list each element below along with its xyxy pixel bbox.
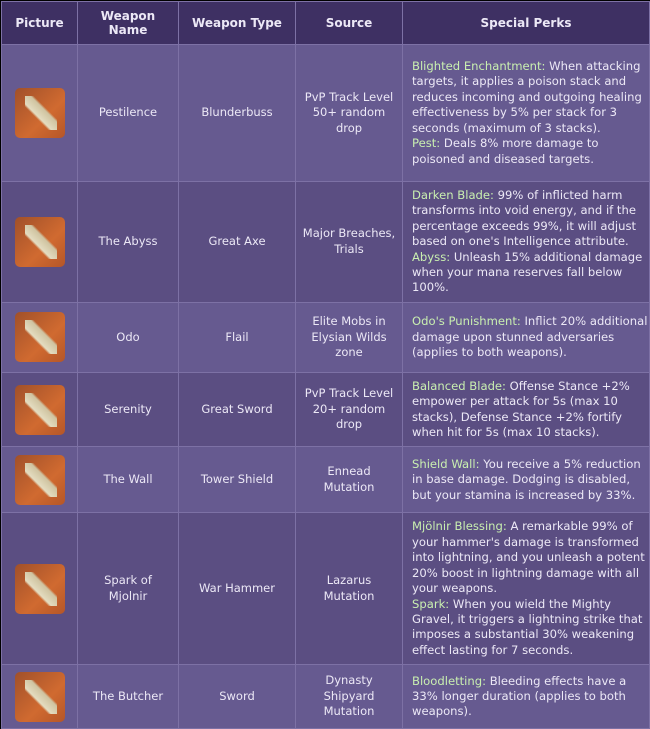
perk	[412, 188, 649, 250]
perk-text: 99% of inflicted harm transforms into void energy, and if the percentage exceeds 99%, it will adjust based on one's Intelligence attribute.	[412, 188, 637, 249]
perk	[412, 674, 649, 720]
weapon-name: The Abyss	[78, 182, 179, 303]
perk-label: Odo's Punishment:	[412, 314, 521, 329]
special-perks	[403, 372, 650, 447]
weapon-type: Great Sword	[179, 372, 296, 447]
perk-text: Offense Stance +2% empower per attack for 5s (max 10 stacks), Defense Stance +2% fortify when hit for 5s (max 10 stacks).	[412, 378, 630, 440]
weapon-source: PvP Track Level 50+ random drop	[296, 45, 403, 182]
weapon-type: Great Axe	[179, 182, 296, 303]
weapon-source: Dynasty Shipyard Mutation	[296, 665, 403, 729]
perk-label: Pest:	[412, 136, 441, 151]
weapon-type: War Hammer	[179, 513, 296, 665]
weapon-source: PvP Track Level 20+ random drop	[296, 372, 403, 447]
perk	[412, 519, 649, 596]
table-row	[2, 302, 650, 372]
perk-text: Inflict 20% additional damage upon stunned adversaries (applies to both weapons).	[412, 314, 648, 360]
header-source: Source	[296, 2, 403, 45]
weapon-source: Lazarus Mutation	[296, 513, 403, 665]
perk	[412, 250, 649, 296]
special-perks	[403, 513, 650, 665]
flail-icon	[15, 312, 65, 362]
perk-label: Bloodletting:	[412, 673, 487, 688]
header-weapon-type: Weapon Type	[179, 2, 296, 45]
table-row	[2, 513, 650, 665]
perk-text: When you wield the Mighty Gravel, it triggers a lightning strike that imposes a substantial 30% weakening effect lasting for 7 seconds.	[412, 596, 643, 657]
weapon-name: Spark of Mjolnir	[78, 513, 179, 665]
header-picture: Picture	[2, 2, 78, 45]
perk-label: Blighted Enchantment:	[412, 59, 546, 74]
table-row	[2, 665, 650, 729]
perk-text: Unleash 15% additional damage when your mana reserves fall below 100%.	[412, 249, 643, 295]
picture-cell	[2, 447, 78, 513]
table-row	[2, 447, 650, 513]
picture-cell	[2, 372, 78, 447]
perk-label: Darken Blade:	[412, 188, 494, 202]
picture-cell	[2, 45, 78, 182]
special-perks	[403, 447, 650, 513]
great-axe-icon	[15, 217, 65, 267]
blunderbuss-icon	[15, 88, 65, 138]
perk-label: Spark:	[412, 596, 450, 611]
weapon-name: Serenity	[78, 372, 179, 447]
special-perks	[403, 302, 650, 372]
perk	[412, 136, 649, 167]
perk	[412, 59, 649, 136]
tower-shield-icon	[15, 455, 65, 505]
header-special-perks: Special Perks	[403, 2, 650, 45]
perk-label: Balanced Blade:	[412, 378, 506, 393]
picture-cell	[2, 302, 78, 372]
weapon-type: Sword	[179, 665, 296, 729]
perk-text: Deals 8% more damage to poisoned and diseased targets.	[412, 136, 599, 166]
weapon-source: Ennead Mutation	[296, 447, 403, 513]
weapon-name: The Butcher	[78, 665, 179, 729]
war-hammer-icon	[15, 564, 65, 614]
sword-icon	[15, 672, 65, 722]
perk	[412, 379, 649, 441]
header-row	[2, 2, 650, 45]
table-row	[2, 372, 650, 447]
table-row	[2, 182, 650, 303]
weapon-type: Blunderbuss	[179, 45, 296, 182]
weapon-name: Odo	[78, 302, 179, 372]
perk-label: Abyss:	[412, 249, 451, 264]
perk	[412, 457, 649, 503]
weapon-source: Major Breaches, Trials	[296, 182, 403, 303]
picture-cell	[2, 665, 78, 729]
perk-text: You receive a 5% reduction in base damage. Dodging is disabled, but your stamina is increased by 33%.	[412, 456, 641, 502]
table-row	[2, 45, 650, 182]
weapon-name: The Wall	[78, 447, 179, 513]
picture-cell	[2, 513, 78, 665]
special-perks	[403, 45, 650, 182]
picture-cell	[2, 182, 78, 303]
great-sword-icon	[15, 385, 65, 435]
weapon-source: Elite Mobs in Elysian Wilds zone	[296, 302, 403, 372]
perk	[412, 597, 649, 659]
perk-text: Bleeding effects have a 33% longer duration (applies to both weapons).	[412, 673, 627, 719]
perk-text: When attacking targets, it applies a poison stack and reduces incoming and outgoing healing effectiveness by 5% per stack for 3 seconds (maximum of 3 stacks).	[412, 59, 642, 135]
special-perks	[403, 665, 650, 729]
perk-label: Mjölnir Blessing:	[412, 519, 507, 534]
perk	[412, 314, 649, 360]
header-weapon-name: Weapon Name	[78, 2, 179, 45]
weapon-type: Tower Shield	[179, 447, 296, 513]
weapons-table	[1, 1, 650, 729]
weapon-type: Flail	[179, 302, 296, 372]
perk-label: Shield Wall:	[412, 456, 480, 471]
weapon-name: Pestilence	[78, 45, 179, 182]
special-perks	[403, 182, 650, 303]
perk-text: A remarkable 99% of your hammer's damage is transformed into lightning, and you unleash a potent 20% boost in lightning damage with all your weapons.	[412, 519, 645, 596]
